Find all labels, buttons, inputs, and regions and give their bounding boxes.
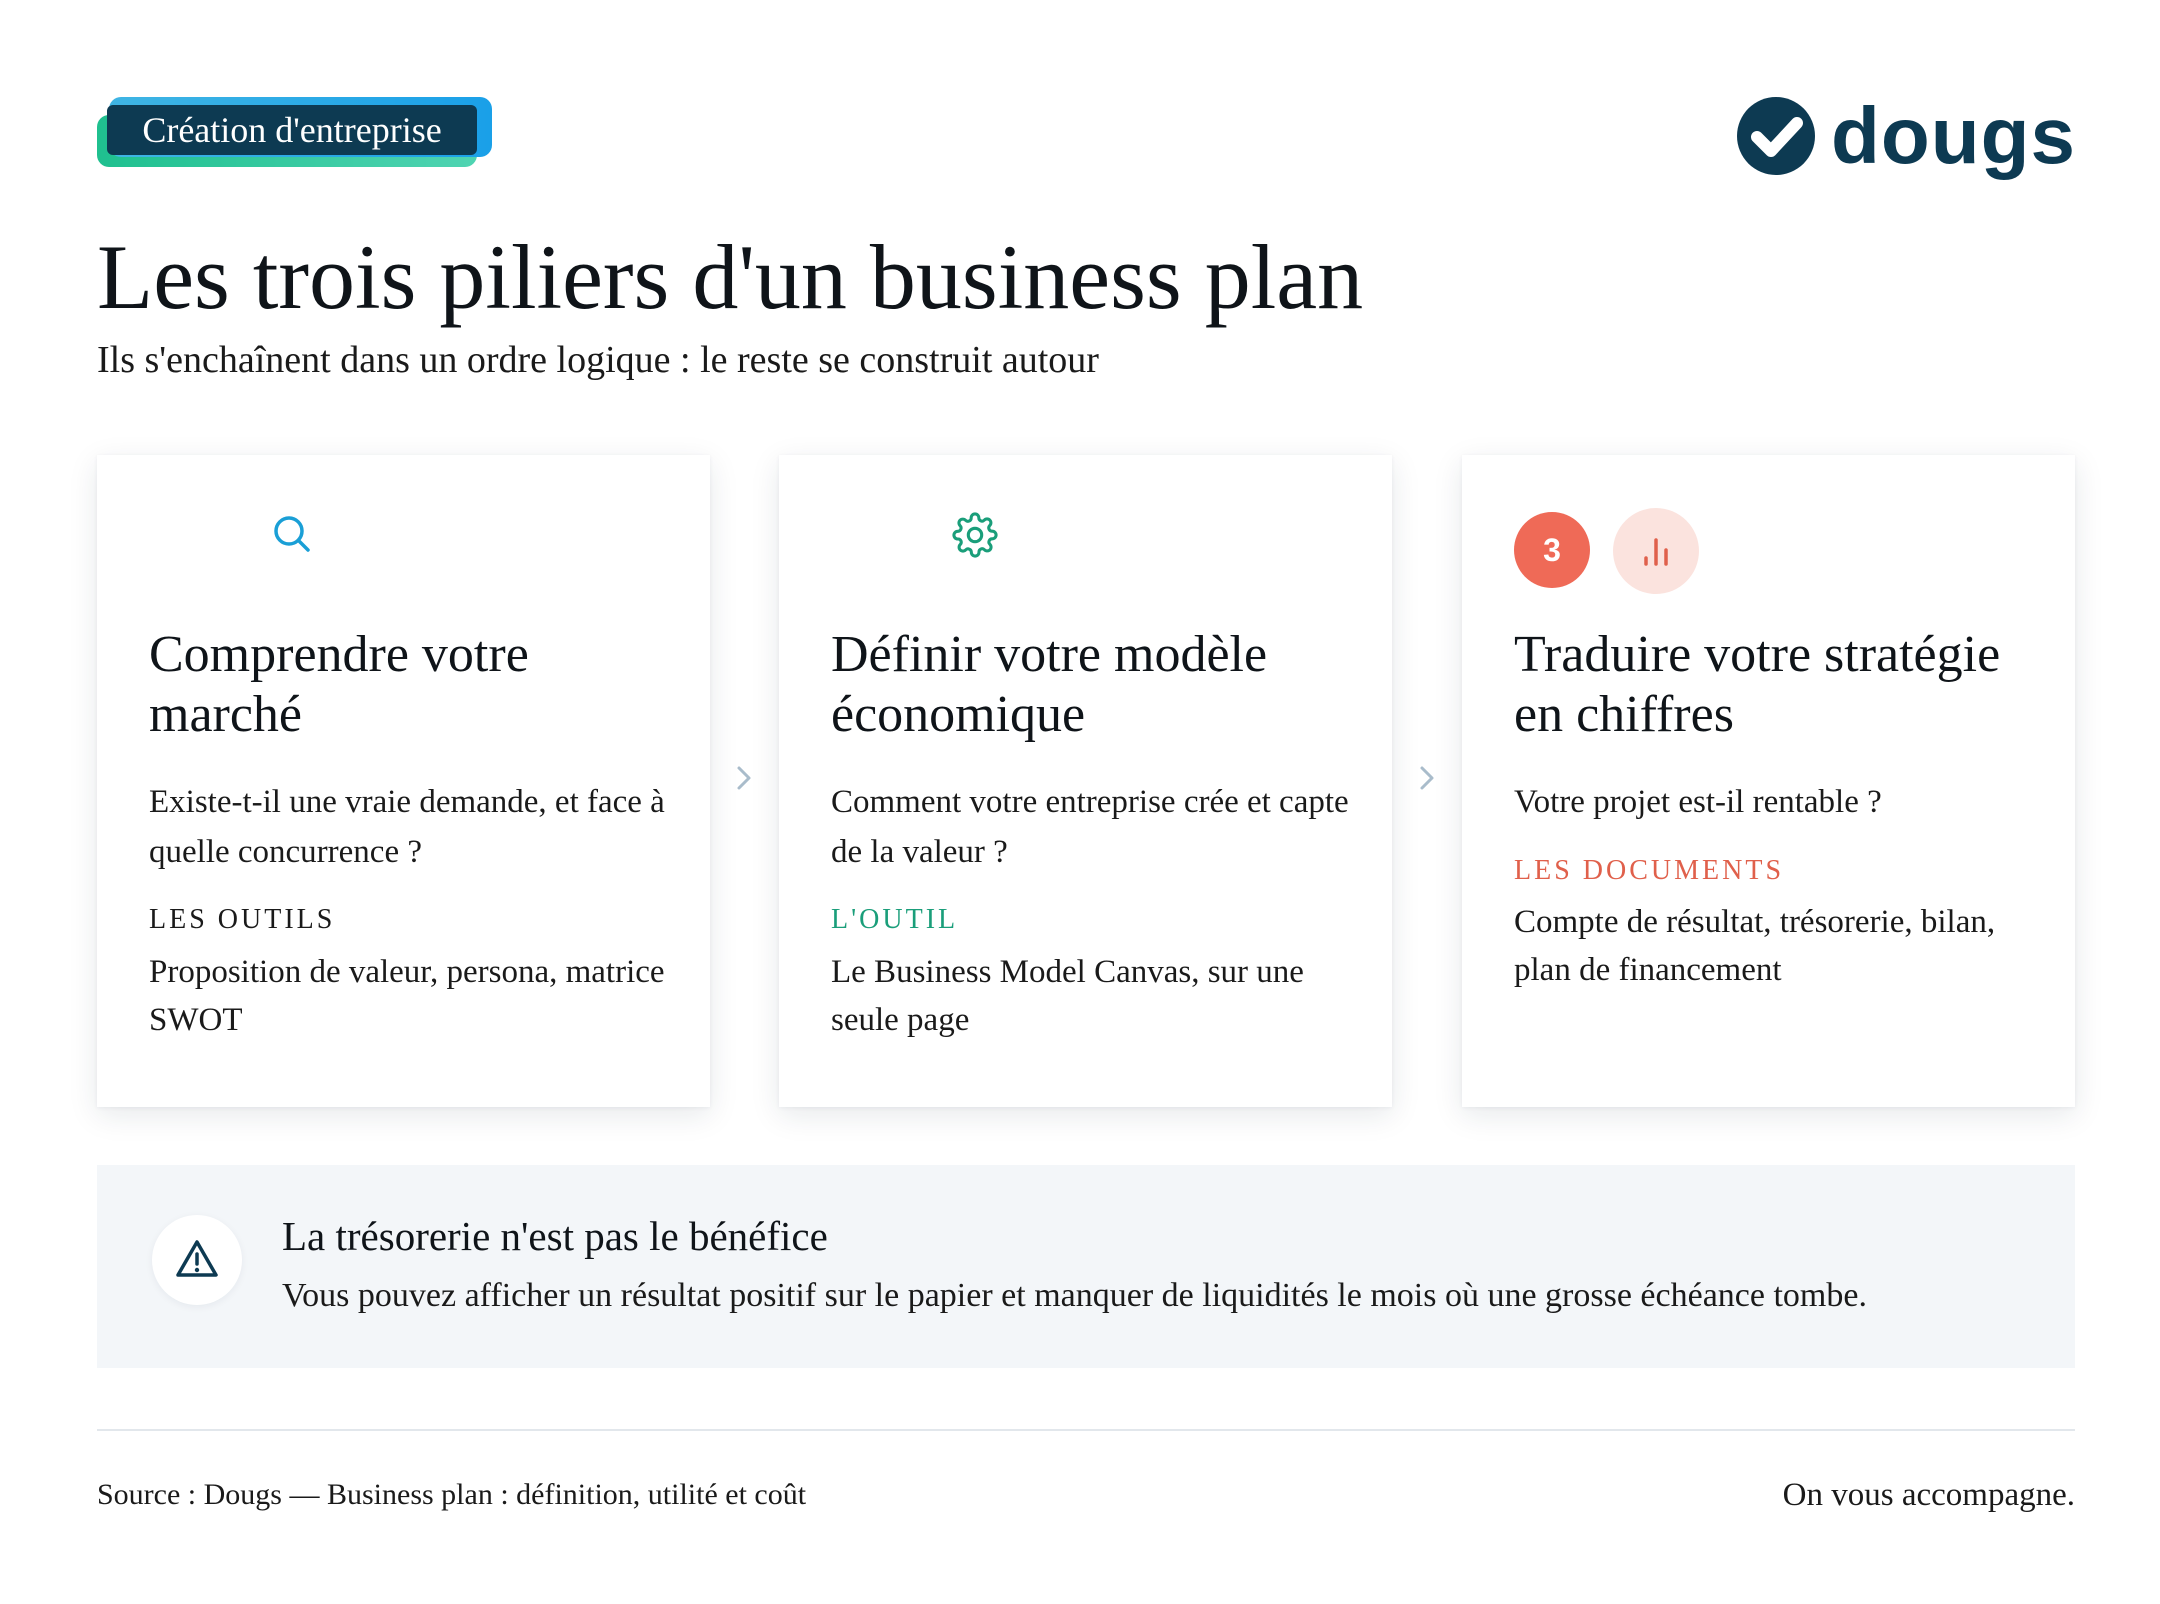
checkmark-icon bbox=[1737, 97, 1815, 175]
search-icon bbox=[270, 512, 314, 561]
chevron-right-icon bbox=[1412, 758, 1442, 798]
warning-icon bbox=[152, 1215, 242, 1305]
chevron-right-icon bbox=[729, 758, 759, 798]
card-question: Comment votre entreprise crée et capte de la valeur ? bbox=[831, 784, 1349, 870]
callout-title: La trésorerie n'est pas le bénéfice bbox=[282, 1213, 828, 1259]
pillar-card-financials bbox=[1462, 455, 2075, 1107]
card-label: LES DOCUMENTS bbox=[1514, 855, 1785, 886]
card-details: Proposition de valeur, persona, matrice SWOT bbox=[149, 954, 665, 1038]
card-question: Votre projet est-il rentable ? bbox=[1514, 784, 1882, 820]
category-tag bbox=[97, 97, 492, 171]
dougs-logo bbox=[1737, 91, 2076, 180]
callout-body: Vous pouvez afficher un résultat positif sur le papier et manquer de liquidités le mois où une grosse échéance tombe. bbox=[282, 1277, 1867, 1314]
page-title: Les trois piliers d'un business plan bbox=[97, 226, 1364, 328]
category-tag-label: Création d'entreprise bbox=[107, 105, 477, 155]
bar-chart-icon bbox=[1613, 508, 1699, 594]
footer-tagline: On vous accompagne. bbox=[1782, 1477, 2075, 1513]
card-title: Définir votre modèle économique bbox=[831, 626, 1268, 743]
warning-callout bbox=[97, 1165, 2075, 1368]
step-number-badge: 3 bbox=[1514, 512, 1590, 588]
gear-icon bbox=[952, 512, 998, 563]
pillar-card-business-model bbox=[779, 455, 1392, 1107]
page-subtitle: Ils s'enchaînent dans un ordre logique : le reste se construit autour bbox=[97, 339, 1099, 381]
footer-divider bbox=[97, 1429, 2075, 1431]
card-label: LES OUTILS bbox=[149, 904, 336, 935]
pillar-card-market bbox=[97, 455, 710, 1107]
logo-wordmark: dougs bbox=[1831, 91, 2076, 180]
card-details: Le Business Model Canvas, sur une seule page bbox=[831, 954, 1304, 1038]
card-title: Traduire votre stratégie en chiffres bbox=[1514, 626, 2001, 743]
source-citation: Source : Dougs — Business plan : définition, utilité et coût bbox=[97, 1478, 807, 1511]
card-label: L'OUTIL bbox=[831, 904, 959, 935]
card-details: Compte de résultat, trésorerie, bilan, plan de financement bbox=[1514, 904, 1996, 988]
card-title: Comprendre votre marché bbox=[149, 626, 529, 743]
card-question: Existe-t-il une vraie demande, et face à quelle concurrence ? bbox=[149, 784, 665, 870]
